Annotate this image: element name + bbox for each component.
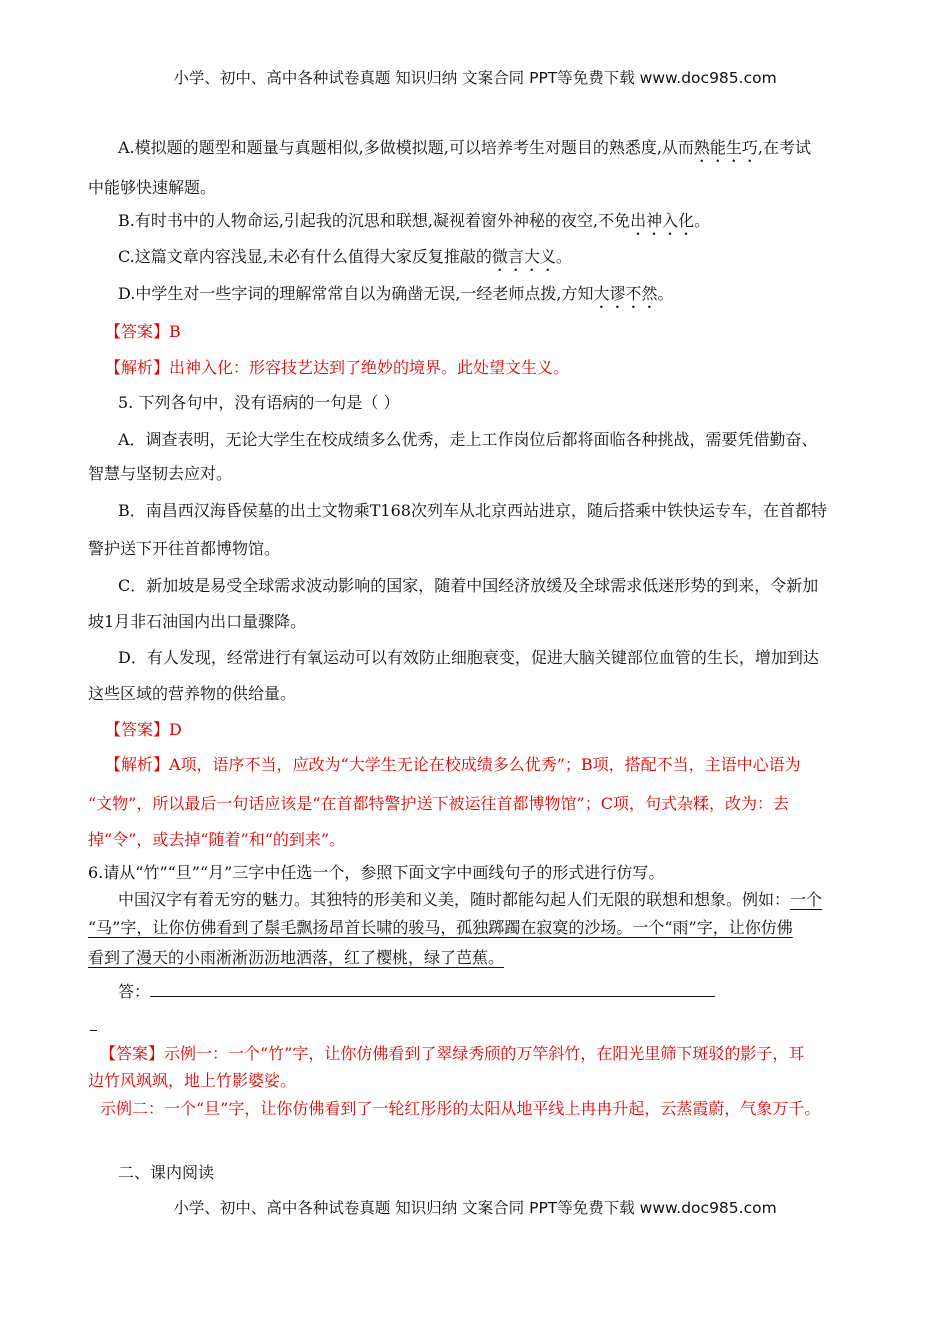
q4-option-d: D.中学生对一些字词的理解常常自以为确凿无误,一经老师点拨,方知大谬不然。 bbox=[118, 284, 674, 303]
page-footer: 小学、初中、高中各种试卷真题 知识归纳 文案合同 PPT等免费下载 www.doc985.com bbox=[173, 1199, 777, 1217]
answer-blank-line bbox=[150, 996, 715, 997]
q5-option-c-cont: 坡1月非石油国内出口量骤降。 bbox=[88, 612, 307, 631]
q5-stem: 5. 下列各句中，没有语病的一句是（ ） bbox=[118, 393, 400, 412]
q5-analysis-1: 【解析】A项，语序不当，应改为“大学生无论在校成绩多么优秀”；B项，搭配不当，主语中心语为 bbox=[105, 755, 801, 774]
q5-option-a: A．调查表明，无论大学生在校成绩多么优秀，走上工作岗位后都将面临各种挑战，需要凭借勤奋、 bbox=[118, 430, 818, 449]
q6-answer-1: 【答案】示例一：一个“竹”字，让你仿佛看到了翠绿秀颀的万竿斜竹，在阳光里筛下斑驳的影子，耳 bbox=[100, 1044, 805, 1063]
q6-stem: 6.请从“竹”“旦”“月”三字中任选一个，参照下面文字中画线句子的形式进行仿写。 bbox=[88, 863, 665, 882]
q6-passage-1: 中国汉字有着无穷的魅力。其独特的形美和义美，随时都能勾起人们无限的联想和想象。例如：一个 bbox=[118, 890, 823, 909]
q6-answer-label: 答： bbox=[118, 982, 151, 1001]
q4-option-c: C.这篇文章内容浅显,未必有什么值得大家反复推敲的微言大义。 bbox=[118, 247, 572, 266]
section-title: 二、课内阅读 bbox=[118, 1163, 215, 1182]
q4-option-a-cont: 中能够快速解题。 bbox=[88, 178, 217, 197]
q5-option-d-cont: 这些区域的营养物的供给量。 bbox=[88, 684, 297, 703]
q5-option-c: C．新加坡是易受全球需求波动影响的国家，随着中国经济放缓及全球需求低迷形势的到来，令新加 bbox=[118, 576, 819, 595]
q6-answer-2: 边竹风飒飒，地上竹影婆娑。 bbox=[88, 1071, 297, 1090]
q4-option-a: A.模拟题的题型和题量与真题相似,多做模拟题,可以培养考生对题目的熟悉度,从而熟能生巧,在考试 bbox=[118, 138, 812, 157]
dash-mark bbox=[90, 1030, 97, 1031]
dotted-idiom: 熟能生巧 bbox=[693, 138, 758, 157]
q6-answer-3: 示例二：一个“旦”字，让你仿佛看到了一轮红彤彤的太阳从地平线上冉冉升起，云蒸霞蔚，气象万千。 bbox=[100, 1099, 821, 1118]
q5-analysis-2: “文物”，所以最后一句话应该是“在首都特警护送下被运往首都博物馆”；C项，句式杂糅，改为：去 bbox=[88, 794, 789, 813]
q5-option-b-cont: 警护送下开往首都博物馆。 bbox=[88, 539, 281, 558]
page-header: 小学、初中、高中各种试卷真题 知识归纳 文案合同 PPT等免费下载 www.doc985.com bbox=[173, 69, 777, 87]
q5-answer: 【答案】D bbox=[105, 720, 182, 739]
q5-option-a-cont: 智慧与坚韧去应对。 bbox=[88, 464, 233, 483]
q5-analysis-3: 掉“令”，或去掉“随着”和“的到来”。 bbox=[88, 830, 346, 849]
q6-passage-3: 看到了漫天的小雨淅淅沥沥地洒落，红了樱桃，绿了芭蕉。 bbox=[88, 948, 505, 967]
dotted-idiom: 出神入化 bbox=[630, 211, 695, 230]
dotted-idiom: 大谬不然 bbox=[593, 284, 658, 303]
q5-option-d: D．有人发现，经常进行有氧运动可以有效防止细胞衰变，促进大脑关键部位血管的生长，增加到达 bbox=[118, 648, 819, 667]
q5-option-b: B．南昌西汉海昏侯墓的出土文物乘T168次列车从北京西站进京，随后搭乘中铁快运专车，在首都特 bbox=[118, 501, 827, 520]
q6-passage-2: “马”字，让你仿佛看到了鬃毛飘扬昂首长啸的骏马，孤独踯躅在寂寞的沙场。一个“雨”字，让你仿佛 bbox=[88, 918, 793, 937]
q4-analysis: 【解析】出神入化：形容技艺达到了绝妙的境界。此处望文生义。 bbox=[105, 358, 570, 377]
dotted-idiom: 微言大义 bbox=[491, 247, 556, 266]
underlined-sentence: 一个 bbox=[790, 890, 823, 909]
q4-option-b: B.有时书中的人物命运,引起我的沉思和联想,凝视着窗外神秘的夜空,不免出神入化。 bbox=[118, 211, 711, 230]
q4-answer: 【答案】B bbox=[105, 322, 181, 341]
